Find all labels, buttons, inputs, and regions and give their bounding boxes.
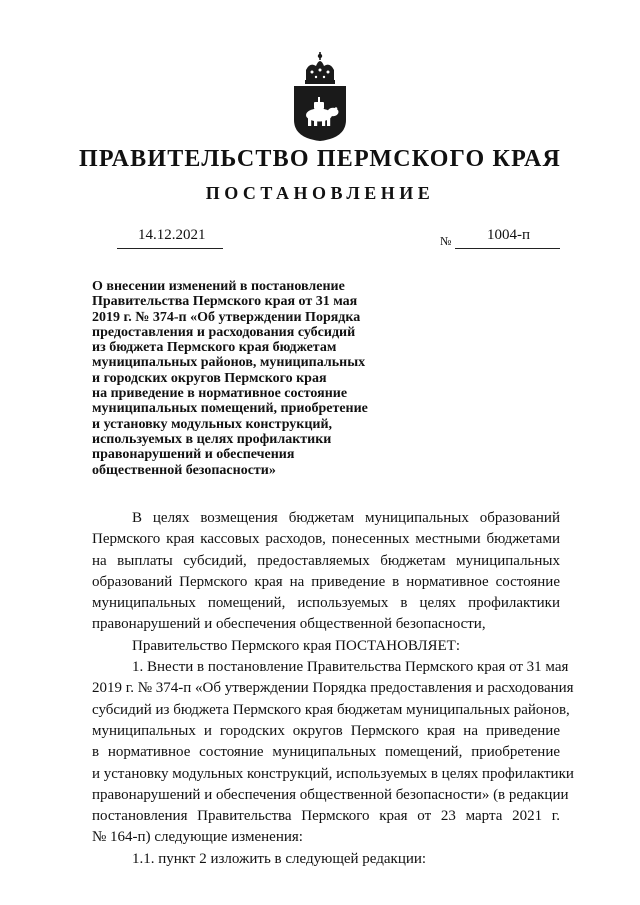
- subject-line: Правительства Пермского края от 31 мая: [92, 294, 358, 310]
- body-line: Правительство Пермского края ПОСТАНОВЛЯЕТ:: [132, 637, 461, 654]
- number-field: [455, 226, 560, 249]
- body-line: образований Пермского края на приведение в нормативное состояние: [92, 573, 560, 590]
- body-line: 2019 г. № 374-п «Об утверждении Порядка предоставления и расходования: [92, 680, 574, 697]
- subject-line: и городских округов Пермского края: [92, 370, 327, 386]
- body-line: муниципальных и городских округов Пермского края на приведение: [92, 722, 560, 739]
- body-line: 1.1. пункт 2 изложить в следующей редакции:: [132, 850, 427, 867]
- number-sign: №: [440, 234, 452, 248]
- body-line: муниципальных помещений, используемых в целях профилактики: [92, 595, 560, 612]
- body-line: 1. Внести в постановление Правительства Пермского края от 31 мая: [132, 659, 569, 676]
- subject-line: муниципальных помещений, приобретение: [92, 401, 368, 417]
- body-line: постановления Правительства Пермского края от 23 марта 2021 г.: [92, 808, 560, 825]
- body-line: субсидий из бюджета Пермского края бюджетам муниципальных районов,: [92, 701, 570, 718]
- subject-line: общественной безопасности»: [92, 462, 276, 478]
- document-body: [92, 508, 574, 870]
- subject-line: используемых в целях профилактики: [92, 431, 332, 447]
- body-line: на выплаты субсидий, предоставляемых бюджетам муниципальных: [92, 552, 560, 569]
- crown-icon: [305, 52, 335, 84]
- coat-of-arms-icon: [290, 52, 350, 142]
- subject-line: О внесении изменений в постановление: [92, 279, 345, 294]
- subject-line: муниципальных районов, муниципальных: [92, 355, 366, 371]
- body-line: правонарушений и обеспечения общественной безопасности,: [92, 616, 486, 633]
- document-type: ПОСТАНОВЛЕНИЕ: [205, 183, 435, 203]
- subject-line: и установку модульных конструкций,: [92, 416, 333, 432]
- subject-line: правонарушений и обеспечения: [92, 447, 295, 463]
- date-field: [117, 226, 223, 249]
- document-number: 1004-п: [487, 227, 531, 243]
- body-line: В целях возмещения бюджетам муниципальных образований: [132, 510, 560, 526]
- body-line: в нормативное состояние муниципальных помещений, приобретение: [92, 744, 560, 761]
- document-date: 14.12.2021: [138, 227, 206, 243]
- body-line: правонарушений и обеспечения общественной безопасности» (в редакции: [92, 786, 569, 803]
- government-title: ПРАВИТЕЛЬСТВО ПЕРМСКОГО КРАЯ: [78, 146, 562, 172]
- subject-line: на приведение в нормативное состояние: [92, 386, 348, 402]
- body-line: № 164-п) следующие изменения:: [92, 829, 303, 846]
- subject-line: 2019 г. № 374-п «Об утверждении Порядка: [92, 309, 361, 325]
- body-line: и установку модульных конструкций, используемых в целях профилактики: [92, 765, 574, 782]
- subject-line: из бюджета Пермского края бюджетам: [92, 340, 337, 356]
- document-subject: [92, 279, 412, 478]
- subject-line: предоставления и расходования субсидий: [92, 324, 356, 340]
- body-line: Пермского края кассовых расходов, понесенных местными бюджетами: [92, 531, 560, 548]
